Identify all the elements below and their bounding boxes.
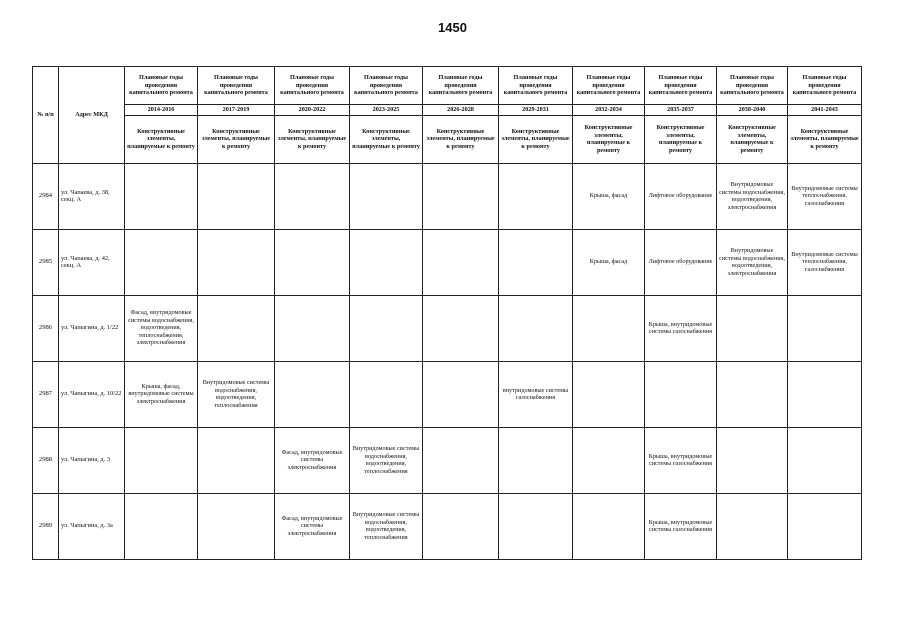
period-header: Плановые годы проведения капитального ремонта <box>645 67 717 105</box>
repair-cell <box>423 493 499 559</box>
repair-cell: Крыша, внутридомовые системы газоснабжения <box>645 493 717 559</box>
repair-cell: Внутридомовые системы теплоснабжения, газоснабжения <box>788 163 862 229</box>
repair-cell: Внутридомовые системы водоснабжения, водоотведения, электроснабжения <box>717 163 788 229</box>
repair-cell: Внутридомовые системы водоснабжения, водоотведения, теплоснабжения <box>350 493 423 559</box>
repair-cell <box>573 493 645 559</box>
repair-cell <box>350 229 423 295</box>
repair-cell <box>788 493 862 559</box>
repair-cell: Крыша, фасад <box>573 163 645 229</box>
elements-header: Конструктивные элементы, планируемые к ремонту <box>499 115 573 163</box>
period-header: Плановые годы проведения капитального ремонта <box>275 67 350 105</box>
repair-cell <box>198 427 275 493</box>
repair-cell <box>499 229 573 295</box>
period-years-7: 2035-2037 <box>645 105 717 116</box>
repair-cell: Крыша, фасад <box>573 229 645 295</box>
period-years-8: 2038-2040 <box>717 105 788 116</box>
repair-cell <box>125 427 198 493</box>
repair-cell <box>275 163 350 229</box>
repair-cell: Крыша, внутридомовые системы газоснабжения <box>645 295 717 361</box>
row-number: 2988 <box>33 427 59 493</box>
repair-cell: Фасад, внутридомовые системы электроснабжения <box>275 427 350 493</box>
period-header: Плановые годы проведения капитального ремонта <box>423 67 499 105</box>
row-address: ул. Чапаева, д. 38, секц. А <box>59 163 125 229</box>
elements-header: Конструктивные элементы, планируемые к ремонту <box>788 115 862 163</box>
repair-cell <box>573 295 645 361</box>
table-row <box>33 493 862 559</box>
col-address-header: Адрес МКД <box>59 67 125 164</box>
repair-cell <box>499 493 573 559</box>
elements-header: Конструктивные элементы, планируемые к ремонту <box>350 115 423 163</box>
elements-header: Конструктивные элементы, планируемые к ремонту <box>717 115 788 163</box>
period-years-3: 2023-2025 <box>350 105 423 116</box>
repair-cell <box>788 427 862 493</box>
table-row <box>33 163 862 229</box>
repair-cell: Внутридомовые системы теплоснабжения, газоснабжения <box>788 229 862 295</box>
repair-cell: Лифтовое оборудование <box>645 163 717 229</box>
table-row <box>33 295 862 361</box>
period-years-2: 2020-2022 <box>275 105 350 116</box>
repair-cell <box>499 427 573 493</box>
repair-cell <box>275 295 350 361</box>
repair-cell <box>350 361 423 427</box>
repair-cell <box>717 493 788 559</box>
period-years-6: 2032-2034 <box>573 105 645 116</box>
repair-cell <box>125 229 198 295</box>
row-number: 2987 <box>33 361 59 427</box>
repair-cell <box>717 295 788 361</box>
repair-cell: Фасад, внутридомовые системы электроснабжения <box>275 493 350 559</box>
repair-cell: Крыша, внутридомовые системы газоснабжения <box>645 427 717 493</box>
repair-cell <box>717 427 788 493</box>
period-years-5: 2029-2031 <box>499 105 573 116</box>
row-number: 2985 <box>33 229 59 295</box>
row-address: ул. Чапыгина, д. 1/22 <box>59 295 125 361</box>
period-header: Плановые годы проведения капитального ремонта <box>350 67 423 105</box>
repair-cell <box>275 229 350 295</box>
period-header: Плановые годы проведения капитального ремонта <box>717 67 788 105</box>
repair-cell <box>275 361 350 427</box>
row-address: ул. Чапыгина, д. 3 <box>59 427 125 493</box>
col-num-header: № п/п <box>33 67 59 164</box>
repair-cell <box>423 163 499 229</box>
elements-header: Конструктивные элементы, планируемые к ремонту <box>645 115 717 163</box>
repair-cell <box>198 295 275 361</box>
repair-cell <box>788 295 862 361</box>
period-years-1: 2017-2019 <box>198 105 275 116</box>
elements-header: Конструктивные элементы, планируемые к ремонту <box>573 115 645 163</box>
row-number: 2984 <box>33 163 59 229</box>
repair-cell <box>645 361 717 427</box>
period-header: Плановые годы проведения капитального ремонта <box>788 67 862 105</box>
repair-cell: Лифтовое оборудование <box>645 229 717 295</box>
repair-cell <box>499 163 573 229</box>
repair-cell <box>198 493 275 559</box>
repair-cell <box>423 295 499 361</box>
repair-cell <box>573 427 645 493</box>
repair-cell: Внутридомовые системы водоснабжения, водоотведения, теплоснабжения <box>350 427 423 493</box>
repair-cell: Крыша, фасад, внутридомовые системы электроснабжения <box>125 361 198 427</box>
repair-cell <box>125 493 198 559</box>
repair-cell <box>198 229 275 295</box>
capital-repair-table <box>32 66 862 560</box>
row-address: ул. Чапыгина, д. 3а <box>59 493 125 559</box>
repair-cell <box>423 361 499 427</box>
elements-header: Конструктивные элементы, планируемые к ремонту <box>198 115 275 163</box>
repair-cell <box>573 361 645 427</box>
repair-cell: внутридомовые системы газоснабжения <box>499 361 573 427</box>
row-number: 2986 <box>33 295 59 361</box>
period-header: Плановые годы проведения капитального ремонта <box>198 67 275 105</box>
repair-cell <box>125 163 198 229</box>
period-years-4: 2026-2028 <box>423 105 499 116</box>
repair-cell: Внутридомовые системы водоснабжения, водоотведения, электроснабжения <box>717 229 788 295</box>
repair-cell <box>423 427 499 493</box>
row-address: ул. Чапыгина, д. 10/22 <box>59 361 125 427</box>
period-header: Плановые годы проведения капитального ремонта <box>125 67 198 105</box>
table-row <box>33 427 862 493</box>
table-row <box>33 229 862 295</box>
period-years-0: 2014-2016 <box>125 105 198 116</box>
period-header: Плановые годы проведения капитального ремонта <box>573 67 645 105</box>
repair-cell <box>423 229 499 295</box>
period-header: Плановые годы проведения капитального ремонта <box>499 67 573 105</box>
page-number: 1450 <box>438 20 467 35</box>
elements-header: Конструктивные элементы, планируемые к ремонту <box>125 115 198 163</box>
repair-cell <box>717 361 788 427</box>
repair-cell: Фасад, внутридомовые системы водоснабжения, водоотведения, теплоснабжения, электроснабжения <box>125 295 198 361</box>
repair-cell <box>788 361 862 427</box>
table-row <box>33 361 862 427</box>
repair-cell <box>350 163 423 229</box>
repair-cell <box>499 295 573 361</box>
row-number: 2989 <box>33 493 59 559</box>
period-years-9: 2041-2043 <box>788 105 862 116</box>
row-address: ул. Чапаева, д. 42, секц. А <box>59 229 125 295</box>
elements-header: Конструктивные элементы, планируемые к ремонту <box>423 115 499 163</box>
repair-cell <box>198 163 275 229</box>
repair-cell: Внутридомовые системы водоснабжения, водоотведения, теплоснабжения <box>198 361 275 427</box>
repair-cell <box>350 295 423 361</box>
elements-header: Конструктивные элементы, планируемые к ремонту <box>275 115 350 163</box>
